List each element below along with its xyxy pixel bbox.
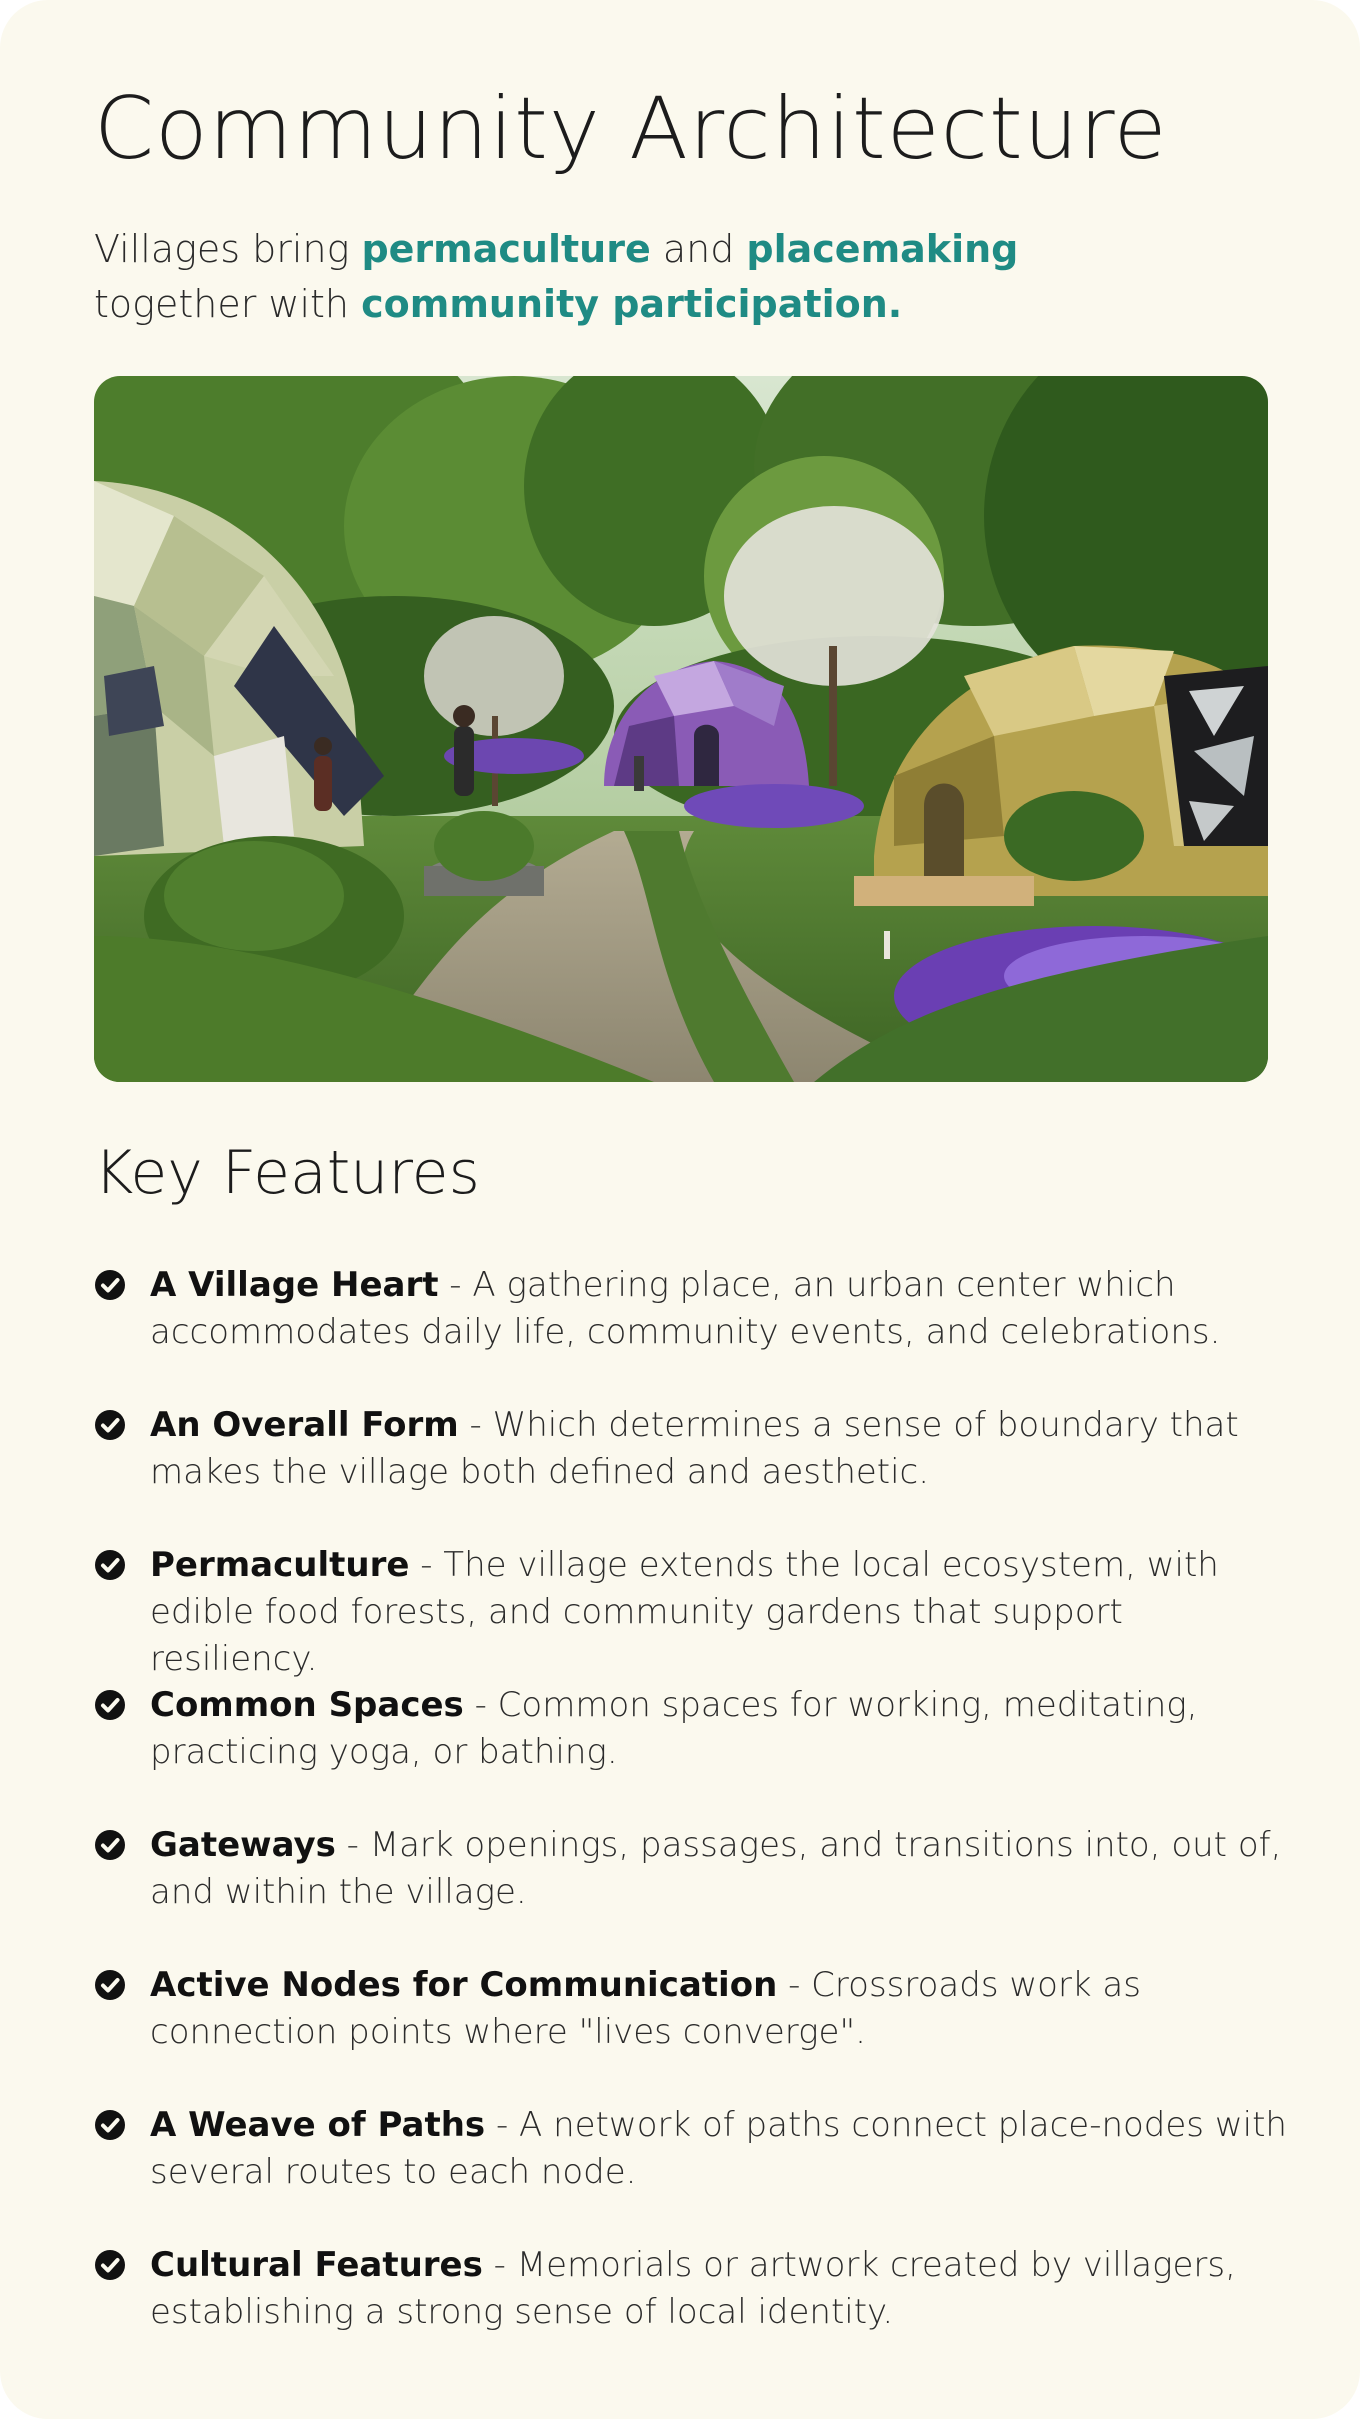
highlight-placemaking: placemaking — [746, 227, 1019, 271]
dome-village-illustration — [94, 376, 1268, 1082]
feature-item — [94, 1402, 1294, 1542]
feature-description: - The village extends the local ecosystem, with edible food forests, and community gardens that support resiliency. — [150, 1545, 1219, 1679]
check-circle-icon — [94, 2109, 126, 2141]
feature-description: - Memorials or artwork created by villagers, establishing a strong sense of local identity. — [150, 2245, 1236, 2332]
feature-description: - A network of paths connect place-nodes with several routes to each node. — [150, 2105, 1287, 2192]
feature-name: A Weave of Paths — [150, 2105, 486, 2145]
feature-name: Gateways — [150, 1825, 336, 1865]
feature-item — [94, 1262, 1294, 1402]
check-circle-icon — [94, 1969, 126, 2001]
feature-name: Active Nodes for Communication — [150, 1965, 778, 2005]
check-circle-icon — [94, 1549, 126, 1581]
check-circle-icon — [94, 1829, 126, 1861]
check-circle-icon — [94, 1409, 126, 1441]
feature-item — [94, 1962, 1294, 2102]
hero-image — [94, 376, 1268, 1082]
check-circle-icon — [94, 1269, 126, 1301]
feature-item — [94, 2102, 1294, 2242]
check-circle-icon — [94, 1689, 126, 1721]
key-features-title: Key Features — [94, 1138, 480, 1208]
feature-description: - Mark openings, passages, and transitions into, out of, and within the village. — [150, 1825, 1282, 1912]
check-circle-icon — [94, 2249, 126, 2281]
intro-text-part: Villages bring — [94, 227, 362, 271]
intro-text-part: and — [650, 227, 747, 271]
feature-item — [94, 1542, 1294, 1682]
feature-description: - Common spaces for working, meditating, practicing yoga, or bathing. — [150, 1685, 1198, 1772]
highlight-community-participation: community participation. — [361, 282, 903, 326]
page-title: Community Architecture — [94, 79, 1168, 179]
feature-name: A Village Heart — [150, 1265, 439, 1305]
feature-name: Common Spaces — [150, 1685, 464, 1725]
features-list — [94, 1262, 1294, 2382]
feature-name: An Overall Form — [150, 1405, 459, 1445]
feature-item — [94, 1822, 1294, 1962]
feature-description: - A gathering place, an urban center which accommodates daily life, community events, and celebrations. — [150, 1265, 1221, 1352]
feature-item — [94, 1682, 1294, 1822]
intro-text — [94, 222, 1194, 332]
feature-item — [94, 2242, 1294, 2382]
feature-description: - Which determines a sense of boundary that makes the village both defined and aesthetic. — [150, 1405, 1239, 1492]
feature-description: - Crossroads work as connection points where "lives converge". — [150, 1965, 1141, 2052]
intro-text-part: together with — [94, 282, 362, 326]
feature-name: Permaculture — [150, 1545, 410, 1585]
feature-name: Cultural Features — [150, 2245, 483, 2285]
highlight-permaculture: permaculture — [361, 227, 651, 271]
